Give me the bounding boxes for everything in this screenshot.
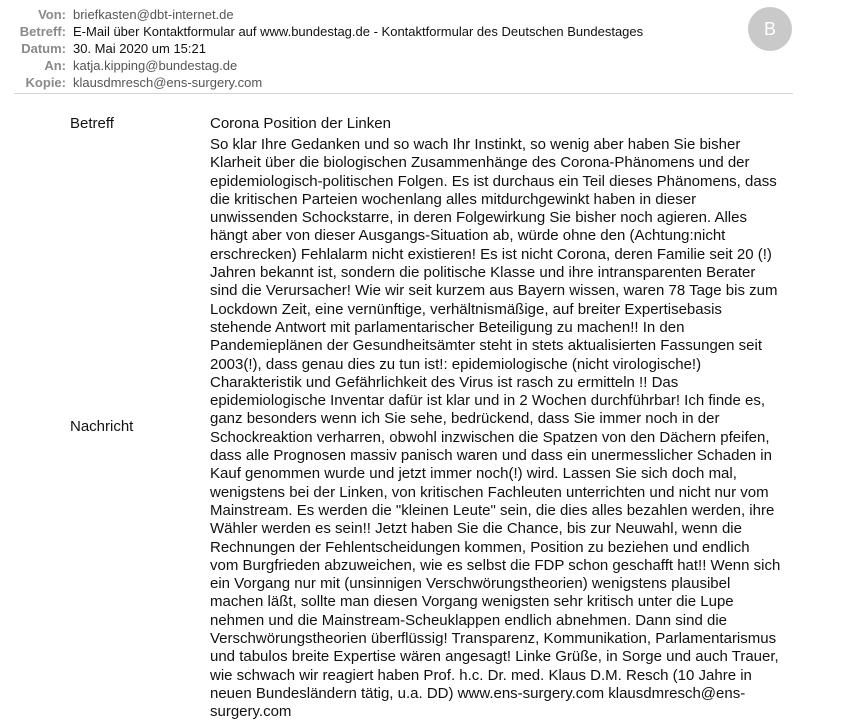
cc-row — [0, 74, 800, 91]
to-row — [0, 57, 800, 74]
date-label: Datum: — [21, 41, 66, 56]
to-label: An: — [44, 58, 66, 73]
form-subject-value: Corona Position der Linken — [210, 115, 391, 132]
sender-avatar[interactable]: B — [748, 7, 792, 51]
from-row — [0, 6, 800, 23]
date-row — [0, 40, 800, 57]
message-body — [0, 112, 849, 722]
from-label: Von: — [38, 7, 66, 22]
cc-label: Kopie: — [25, 75, 66, 90]
form-message-label: Nachricht — [70, 418, 134, 436]
subject-label: Betreff: — [19, 24, 66, 39]
form-subject-row — [0, 112, 849, 136]
date-value: 30. Mai 2020 um 15:21 — [73, 41, 206, 56]
header-divider — [14, 93, 793, 94]
to-value[interactable]: katja.kipping@bundestag.de — [73, 58, 238, 73]
subject-row — [0, 23, 800, 40]
subject-value: E-Mail über Kontaktformular auf www.bundestag.de - Kontaktformular des Deutschen Bundestages — [73, 24, 644, 39]
cc-value[interactable]: klausdmresch@ens-surgery.com — [73, 75, 263, 90]
from-value[interactable]: briefkasten@dbt-internet.de — [73, 7, 234, 22]
form-message-text: So klar Ihre Gedanken und so wach Ihr Instinkt, so wenig aber haben Sie bisher Klarheit über die biologischen Zusammenhänge des Corona-Phänomens und der epidemiologisch-politischen Folgen. Es ist durchaus ein Teil dieses Phänomens, dass die kritischen Parteien wochenlang alles mitdurchgewinkt haben in dieser unwissenden Schockstarre, in deren Folgewirkung Sie bisher noch agieren. Alles hängt aber von dieser Ausgangs-Situation ab, würde ohne den (Achtung:nicht erschrecken) Fehlalarm nicht existieren! Es ist nicht Corona, deren Familie seit 20 (!) Jahren bekannt ist, sondern die politische Klasse und ihre intransparenten Berater sind die Verursacher! Wie wir seit kurzem aus Bayern wissen, waren 78 Tage bis zum Lockdown Zeit, eine vernünftige, verhältnismäßige, auf breiter Expertisebasis stehende Antwort mit parlamentarischer Beteiligung zu machen!! In den Pandemieplänen der Gesundheitsämter steht in stets aktualisierten Fassungen seit 2003(!), dass genau dies zu tun ist!: epidemiologische (nicht virologische!) Charakteristik und Gefährlichkeit des Virus ist rasch zu ermitteln !! Das epidemiologische Inventar dafür ist klar und in 2 Wochen durchführbar! Ich finde es, ganz besonders wenn ich Sie sehe, bedrückend, dass Sie immer noch in der Schockreaktion verharren, obwohl inzwischen die Spatzen von den Dächern pfeifen, dass alle Prognosen massiv panisch waren und dass ein unermesslicher Schaden in Kauf genommen wurde und jetzt immer noch(!) wird. Lassen Sie sich doch mal, wenigstens bei der Linken, von kritischen Fachleuten unterrichten und nicht nur vom Mainstream. Es werden die "kleinen Leute" sein, die dies alles bezahlen werden, ihre Wähler werden es sein!! Jetzt haben Sie die Chance, bis zur Neuwahl, wenn die Rechnungen der Fehlentscheidungen kommen, Position zu beziehen und endlich vom Burgfrieden abzuweichen, wie es selbst die FDP schon geschafft hat!! Wenn sich ein Vorgang nur mit (unsinnigen Verschwörungstheorien) wenigstens plausibel machen läßt, sollte man diesen Vorgang wenigsten sehr kritisch unter die Lupe nehmen und die Mainstream-Scheuklappen endlich abnehmen. Dann sind die Verschwörungstheorien überflüssig! Transparenz, Kommunikation, Parlamentarismus und tabulos breite Expertise wären angesagt! Linke Grüße, in Sorge und auch Trauer, wie schwach wir reagiert haben Prof. h.c. Dr. med. Klaus D.M. Resch (10 Jahre in neuen Bundesländern tätig, u.a. DD) www.ens-surgery.com klausdmresch@ens- surgery.com — [210, 136, 781, 721]
form-message-row — [0, 136, 849, 722]
email-header — [0, 6, 800, 91]
form-subject-label: Betreff — [70, 115, 114, 132]
